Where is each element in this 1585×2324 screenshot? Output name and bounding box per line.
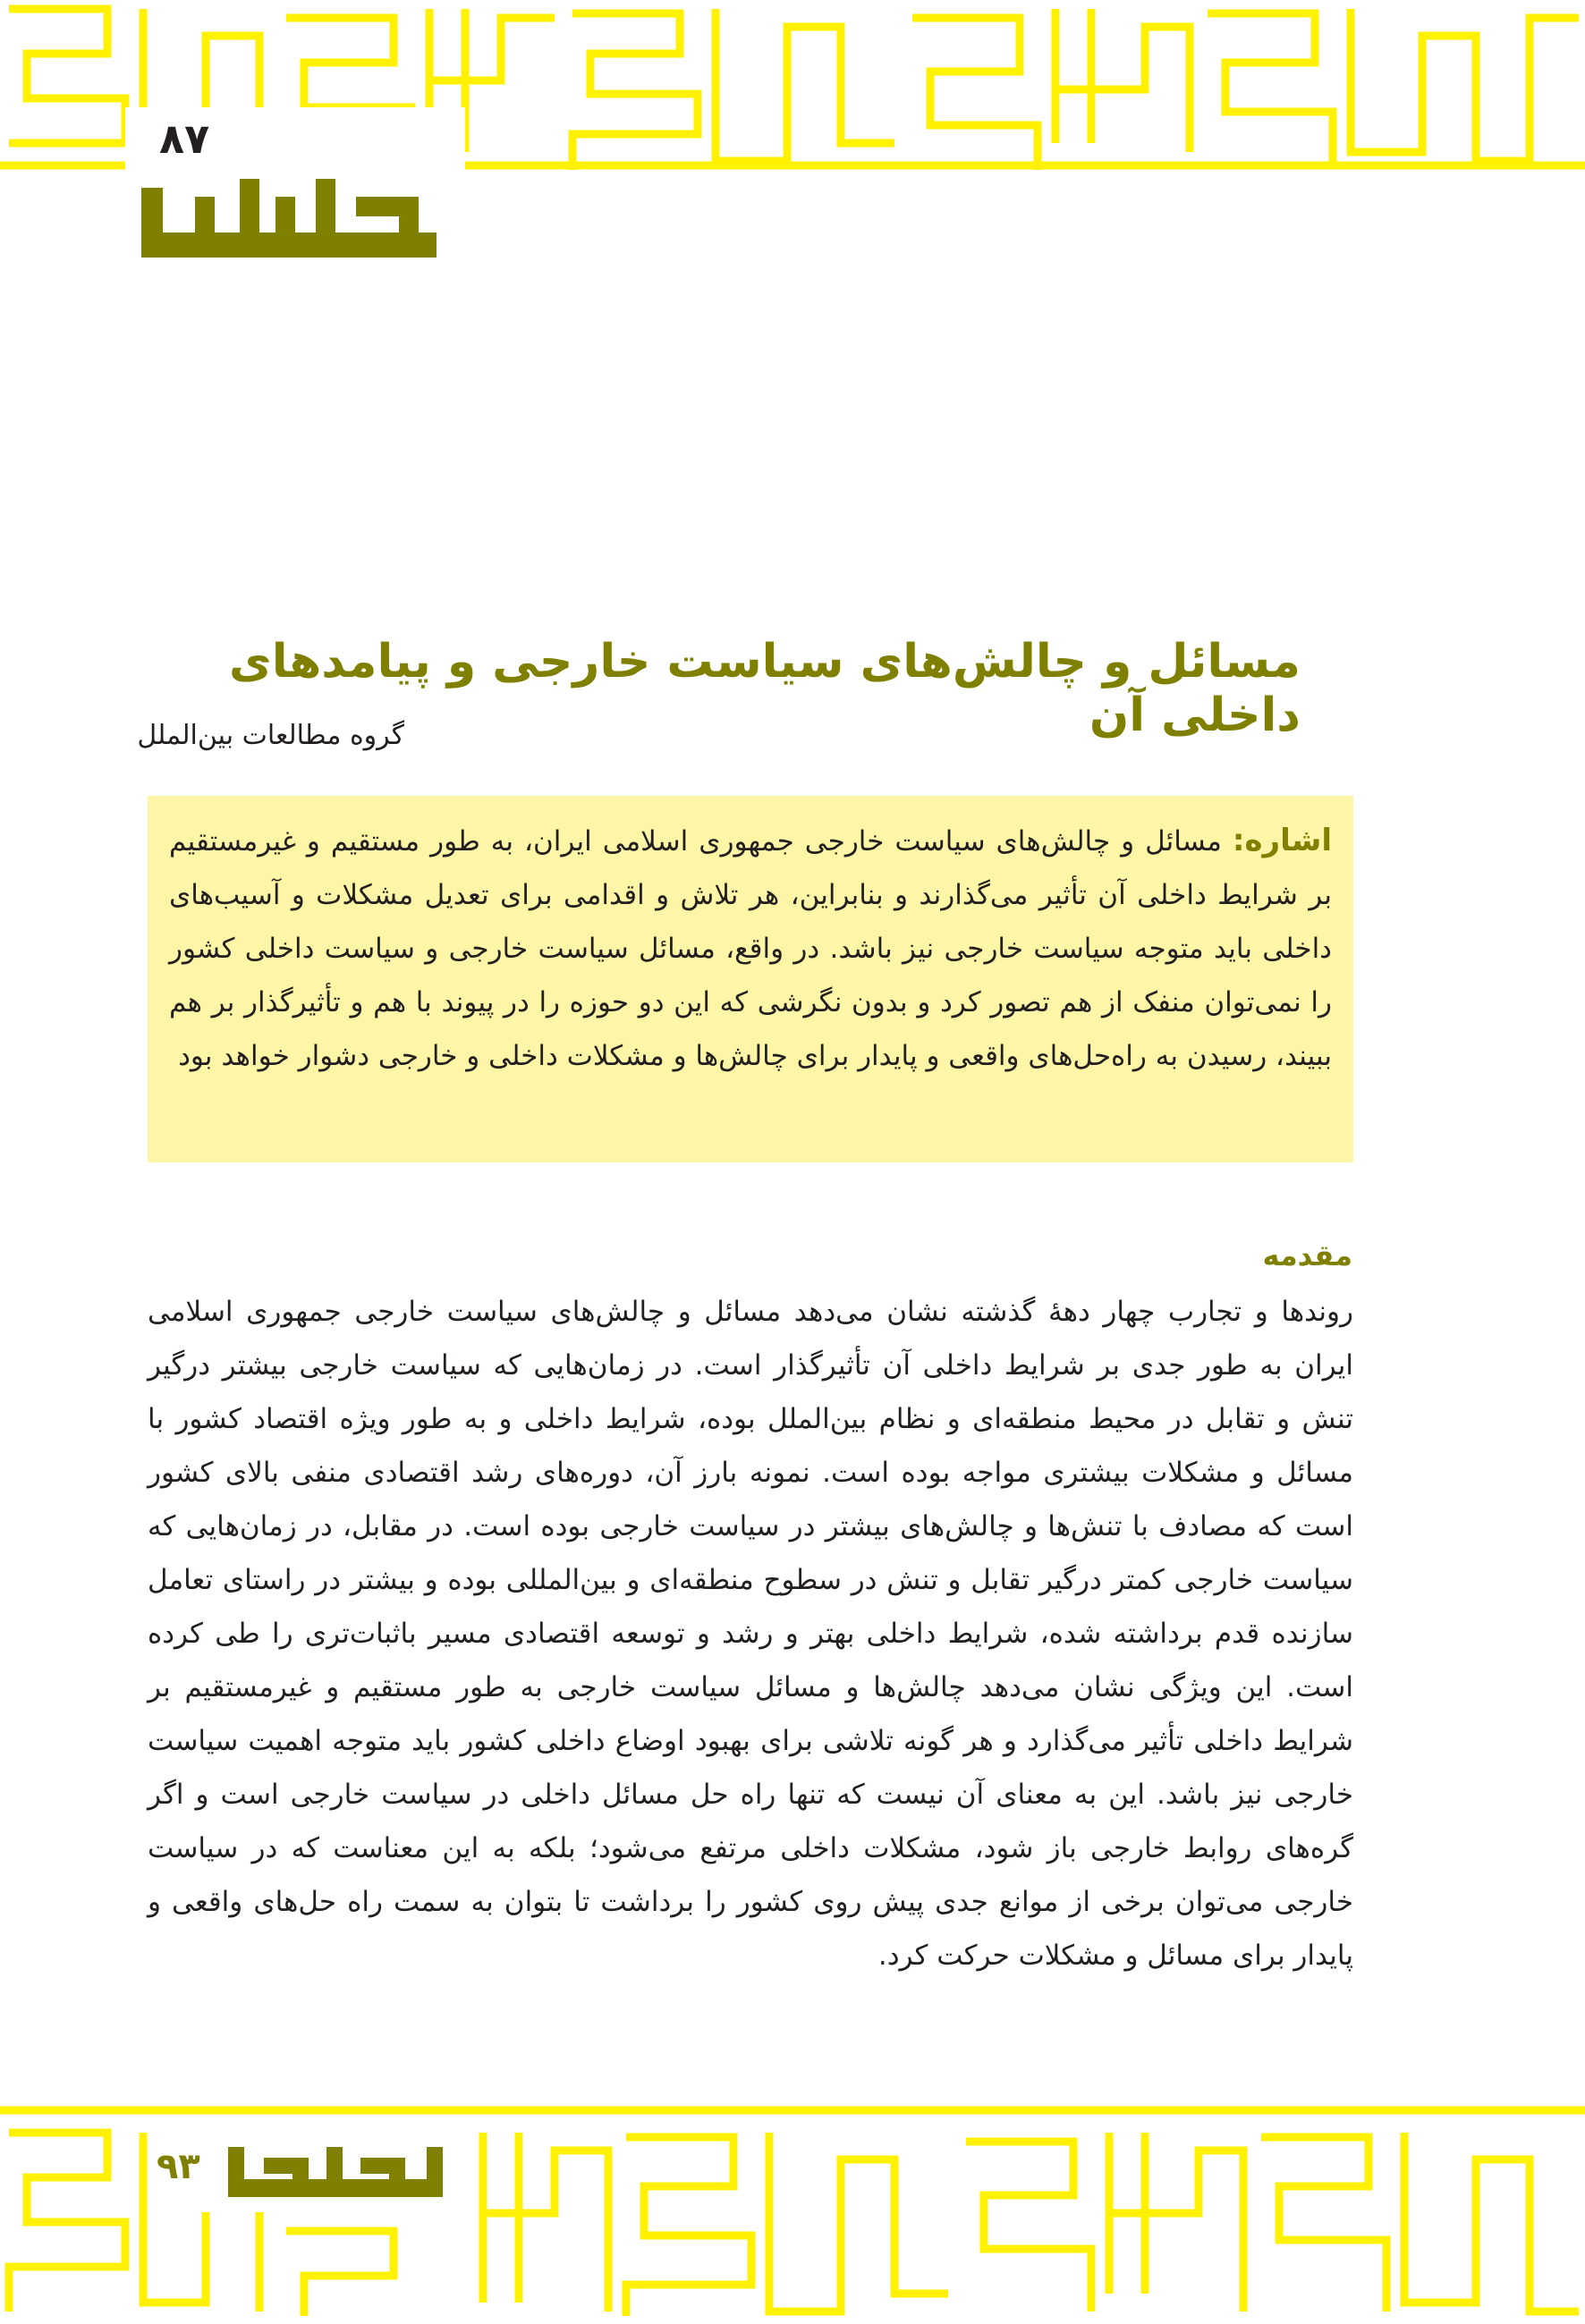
magazine-logo bbox=[228, 2140, 443, 2208]
abstract-text: مسائل و چالش‌های سیاست خارجی جمهوری اسلامی ایران، به طور مستقیم و غیرمستقیم بر شرایط داخلی آن تأثیر می‌گذارند و بنابراین، هر تلاش و اقدامی برای تعدیل مشکلات و آسیب‌های داخلی باید متوجه سیاست خارجی نیز باشد. در واقع، مسائل سیاست خارجی و سیاست داخلی کشور را نمی‌توان منفک از هم تصور کرد و بدون نگرشی که این دو حوزه را در پیوند با هم و تأثیرگذار بر هم ببیند، رسیدن به راه‌حل‌های واقعی و پایدار برای چالش‌ها و مشکلات داخلی و خارجی دشوار خواهد بود bbox=[169, 825, 1332, 1072]
abstract-label: اشاره: bbox=[1232, 823, 1332, 858]
page-number: ۸۷ bbox=[159, 114, 210, 163]
issue-number: ۹۳ bbox=[157, 2146, 200, 2187]
article-title: مسائل و چالش‌های سیاست خارجی و پیامدهای داخلی آن bbox=[229, 635, 1301, 742]
abstract-paragraph bbox=[169, 814, 1332, 1083]
intro-body: روندها و تجارب چهار دههٔ گذشته نشان می‌دهد مسائل و چالش‌های سیاست خارجی جمهوری اسلامی ایران به طور جدی بر شرایط داخلی آن تأثیرگذار است. در زمان‌هایی که سیاست خارجی بیشتر درگیر تنش و تقابل در محیط منطقه‌ای و نظام بین‌الملل بوده، شرایط داخلی و به طور ویژه اقتصاد کشور با مسائل و مشکلات بیشتری مواجه بوده است. نمونه بارز آن، دوره‌های رشد اقتصادی منفی بالای کشور است که مصادف با تنش‌ها و چالش‌های بیشتر در سیاست خارجی بوده است. در مقابل، در زمان‌هایی که سیاست خارجی کمتر درگیر تقابل و تنش در سطوح منطقه‌ای و بین‌المللی بوده و بیشتر در راستای تعامل سازنده قدم برداشته شده، شرایط داخلی بهتر و رشد و توسعه اقتصادی مسیر باثبات‌تری را طی کرده است. این ویژگی نشان می‌دهد چالش‌ها و مسائل سیاست خارجی به طور مستقیم و غیرمستقیم بر شرایط داخلی تأثیر می‌گذارد و هر گونه تلاشی برای بهبود اوضاع داخلی کشور باید متوجه اهمیت سیاست خارجی نیز باشد. این به معنای آن نیست که تنها راه حل مسائل داخلی در سیاست خارجی است و اگر گره‌های روابط خارجی باز شود، مشکلات داخلی مرتفع می‌شود؛ بلکه به این معناست که در سیاست خارجی می‌توان برخی از موانع جدی پیش روی کشور را برداشت تا بتوان به سمت راه حل‌های واقعی و پایدار برای مسائل و مشکلات حرکت کرد. bbox=[148, 1296, 1353, 1972]
abstract-box bbox=[148, 796, 1353, 1162]
article-author: گروه مطالعات بین‌الملل bbox=[137, 720, 404, 751]
intro-heading: مقدمه bbox=[1262, 1238, 1352, 1272]
section-logo bbox=[141, 179, 437, 281]
